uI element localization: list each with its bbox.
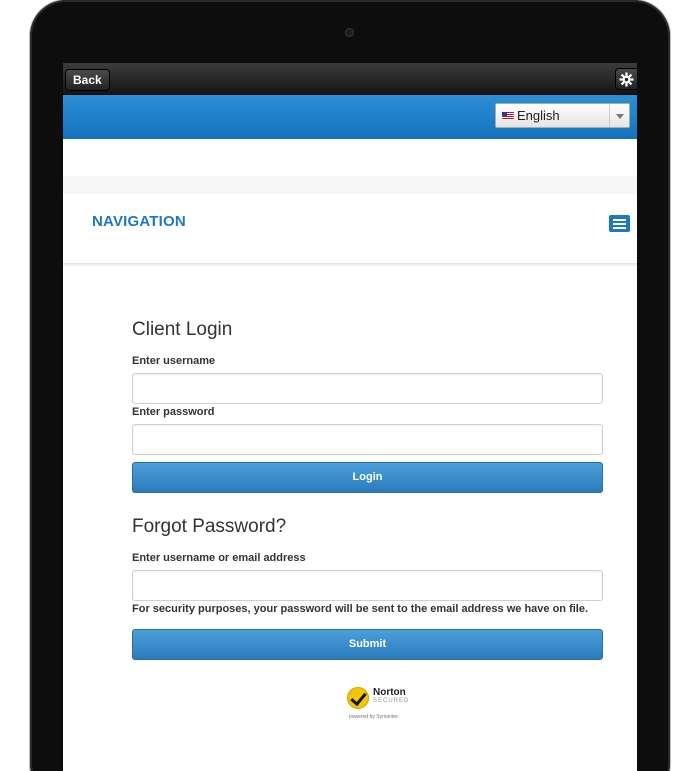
divider [63, 264, 637, 266]
language-select[interactable] [495, 103, 630, 128]
norton-check-icon [347, 687, 369, 709]
password-input[interactable] [132, 424, 603, 455]
browser-toolbar [63, 63, 637, 95]
norton-name: Norton [373, 687, 406, 698]
client-login-heading: Client Login [132, 319, 233, 340]
navigation-title: NAVIGATION [92, 213, 186, 230]
hamburger-menu-icon [613, 219, 626, 221]
chevron-down-icon [609, 104, 629, 127]
hamburger-line [613, 227, 626, 229]
forgot-password-heading: Forgot Password? [132, 516, 287, 537]
screen [63, 63, 637, 771]
navigation-bar [63, 194, 637, 264]
norton-powered-by: powered by Symantec [349, 714, 399, 720]
menu-button[interactable] [609, 215, 630, 232]
us-flag-icon [502, 112, 514, 120]
spacer-band [63, 176, 637, 194]
username-or-email-input[interactable] [132, 570, 603, 601]
settings-button[interactable] [615, 68, 637, 90]
submit-button[interactable]: Submit [132, 629, 603, 660]
username-or-email-label: Enter username or email address [132, 552, 306, 564]
back-button[interactable]: Back [65, 69, 110, 91]
gear-icon [619, 72, 634, 87]
header-band [63, 95, 637, 139]
password-label: Enter password [132, 406, 215, 418]
login-button[interactable]: Login [132, 462, 603, 493]
language-selected: English [517, 108, 560, 123]
tablet-frame [30, 0, 670, 771]
norton-subtitle: SECURED [373, 698, 410, 704]
camera-dot [345, 28, 354, 37]
username-input[interactable] [132, 373, 603, 404]
norton-secured-badge[interactable] [347, 685, 417, 725]
username-label: Enter username [132, 355, 216, 367]
security-note: For security purposes, your password will be sent to the email address we have on file. [132, 603, 589, 615]
hamburger-line [613, 223, 626, 225]
